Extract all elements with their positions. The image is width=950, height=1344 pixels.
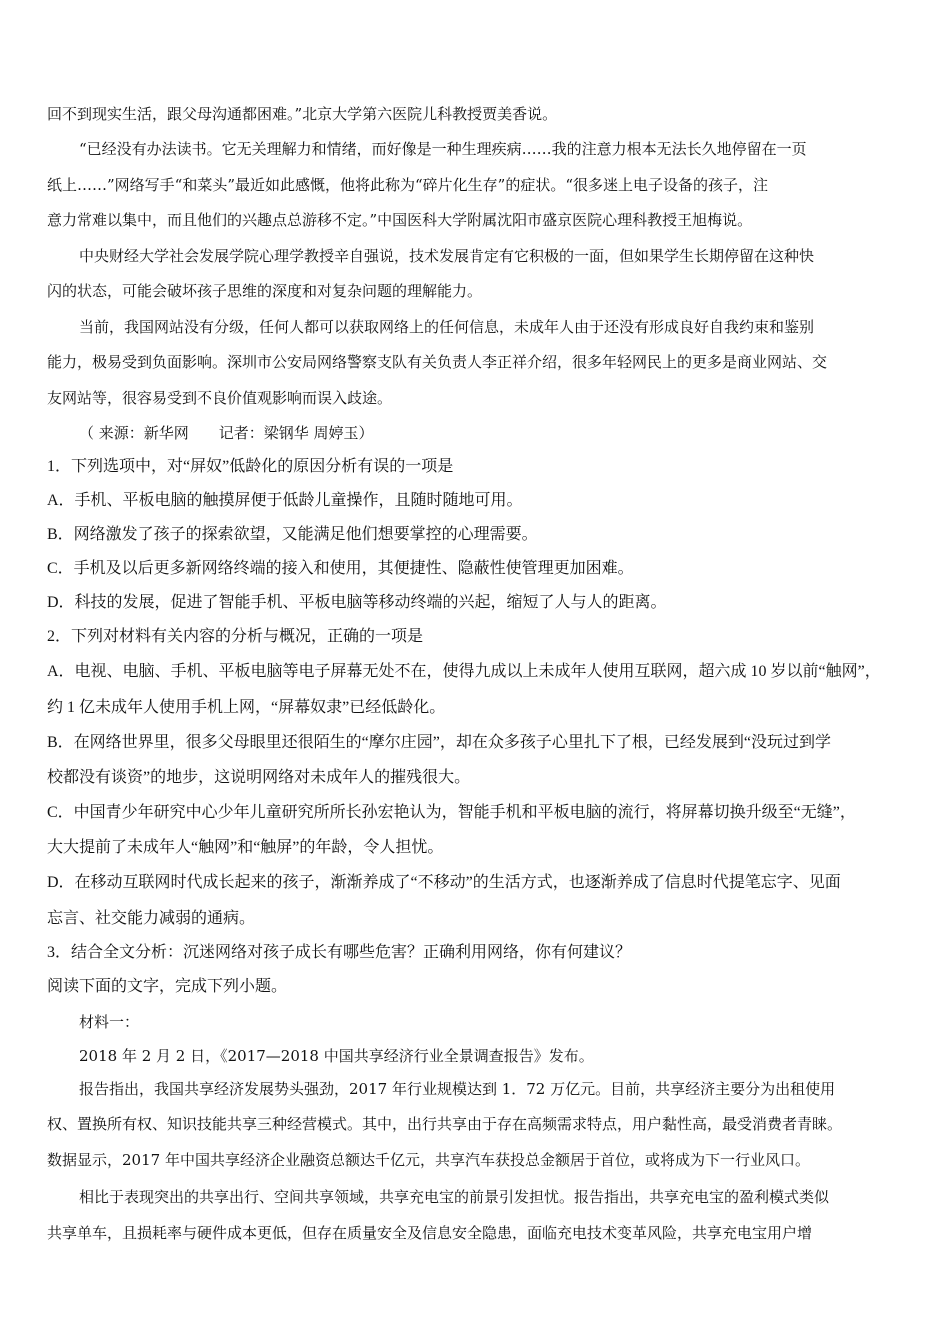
text-line: 权、置换所有权、知识技能共享三种经营模式。其中，出行共享由于存在高频需求特点，用户黏性高，最受消费者青睐。 [47,1115,843,1133]
source-line: （ 来源：新华网 记者：梁钢华 周婷玉） [79,424,374,442]
text-line: 中央财经大学社会发展学院心理学教授辛自强说，技术发展肯定有它积极的一面，但如果学生长期停留在这种快 [79,247,815,265]
option-b: B．在网络世界里，很多父母眼里还很陌生的“摩尔庄园”，却在众多孩子心里扎下了根，已经发展到“没玩过到学 [47,734,831,751]
option-b-cont: 校都没有谈资”的地步，这说明网络对未成年人的摧残很大。 [47,769,471,786]
text-line: 能力，极易受到负面影响。深圳市公安局网络警察支队有关负责人李正祥介绍，很多年轻网民上的更多是商业网站、交 [47,353,828,371]
text-line: 闪的状态，可能会破坏孩子思维的深度和对复杂问题的理解能力。 [47,282,483,300]
option-a: A．手机、平板电脑的触摸屏便于低龄儿童操作，且随时随地可用。 [47,492,523,509]
text-line: 纸上……”网络写手“和菜头”最近如此感慨，他将此称为“碎片化生存”的症状。“很多迷上电子设备的孩子，注 [47,176,769,194]
text-line: 共享单车，且损耗率与硬件成本更低，但存在质量安全及信息安全隐患，面临充电技术变革风险，共享充电宝用户增 [47,1224,813,1242]
question-1: 1．下列选项中，对“屏奴”低龄化的原因分析有误的一项是 [47,458,454,475]
option-d: D．在移动互联网时代成长起来的孩子，渐渐养成了“不移动”的生活方式，也逐渐养成了信息时代提笔忘字、见面 [47,874,841,891]
text-line: 相比于表现突出的共享出行、空间共享领域，共享充电宝的前景引发担忧。报告指出，共享充电宝的盈利模式类似 [79,1188,830,1206]
option-c: C．中国青少年研究中心少年儿童研究所所长孙宏艳认为，智能手机和平板电脑的流行，将屏幕切换升级至“无缝”， [47,804,856,821]
question-2: 2．下列对材料有关内容的分析与概况，正确的一项是 [47,628,424,645]
option-a: A．电视、电脑、手机、平板电脑等电子屏幕无处不在，使得九成以上未成年人使用互联网，超六成 10 岁以前“触网”， [47,663,881,680]
option-d: D．科技的发展，促进了智能手机、平板电脑等移动终端的兴起，缩短了人与人的距离。 [47,594,667,611]
text-line: 报告指出，我国共享经济发展势头强劲，2017 年行业规模达到 1．72 万亿元。目前，共享经济主要分为出租使用 [79,1080,836,1098]
option-b: B．网络激发了孩子的探索欲望，又能满足他们想要掌控的心理需要。 [47,526,538,543]
option-c: C．手机及以后更多新网络终端的接入和使用，其便捷性、隐蔽性使管理更加困难。 [47,560,634,577]
text-line: “已经没有办法读书。它无关理解力和情绪，而好像是一种生理疾病……我的注意力根本无法长久地停留在一页 [79,140,807,158]
option-d-cont: 忘言、社交能力减弱的通病。 [47,910,256,927]
instruction-line: 阅读下面的文字，完成下列小题。 [47,978,288,995]
text-line: 回不到现实生活，跟父母沟通都困难。”北京大学第六医院儿科教授贾美香说。 [47,105,558,123]
option-c-cont: 大大提前了未成年人“触网”和“触屏”的年龄，令人担忧。 [47,839,444,856]
option-a-cont: 约 1 亿未成年人使用手机上网，“屏幕奴隶”已经低龄化。 [47,699,446,716]
text-line: 数据显示，2017 年中国共享经济企业融资总额达千亿元，共享汽车获投总金额居于首位，或将成为下一行业风口。 [47,1151,810,1169]
text-line: 当前，我国网站没有分级，任何人都可以获取网络上的任何信息，未成年人由于还没有形成良好自我约束和鉴别 [79,318,815,336]
text-line: 意力常难以集中，而且他们的兴趣点总游移不定。”中国医科大学附属沈阳市盛京医院心理科教授王旭梅说。 [47,211,753,229]
text-line: 2018 年 2 月 2 日，《2017—2018 中国共享经济行业全景调查报告》发布。 [79,1047,594,1065]
material-heading: 材料一： [79,1013,140,1031]
question-3: 3．结合全文分析：沉迷网络对孩子成长有哪些危害？正确利用网络，你有何建议？ [47,944,632,961]
text-line: 友网站等，很容易受到不良价值观影响而误入歧途。 [47,389,393,407]
